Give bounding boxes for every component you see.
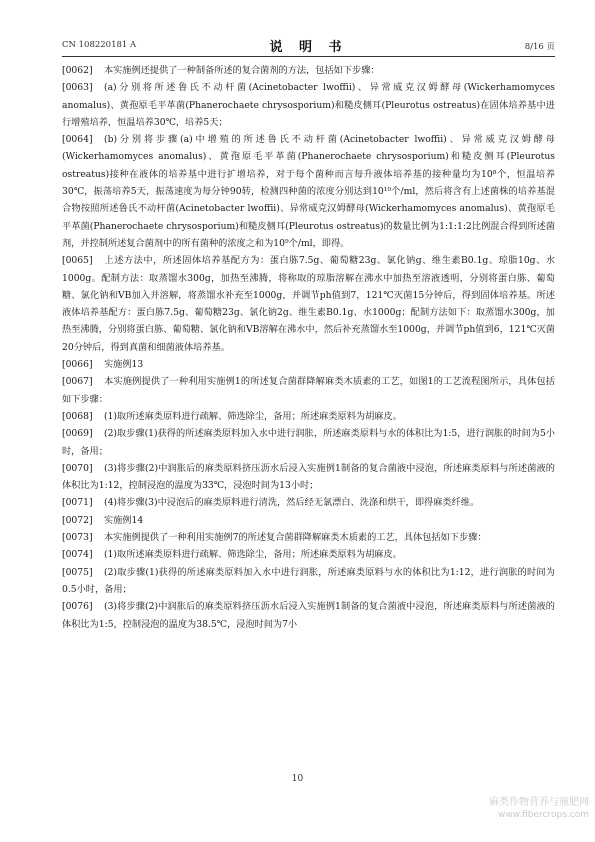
- paragraph-number: [0062]: [62, 65, 93, 76]
- paragraph: [62, 79, 555, 131]
- page-indicator: 8/16 页: [524, 42, 555, 52]
- watermark-name: 麻类作物营养与施肥网: [489, 797, 589, 808]
- page-number: 10: [291, 774, 304, 784]
- document-title: 说 明 书: [269, 40, 348, 55]
- paragraph: [62, 373, 555, 408]
- paragraph-number: [0076]: [62, 601, 93, 613]
- paragraph: [62, 425, 555, 460]
- paragraph-number: [0064]: [62, 134, 93, 146]
- paragraph: [62, 131, 555, 252]
- paragraph: [62, 356, 555, 373]
- paragraph: [62, 546, 555, 563]
- paragraph-text: (1)取所述麻类原料进行疏解、筛选除尘，备用；所述麻类原料为胡麻皮。: [104, 410, 402, 422]
- paragraph: [62, 460, 555, 495]
- document-body: [62, 62, 555, 633]
- page-header: [62, 36, 555, 54]
- paragraph-text: (2)取步骤(1)获得的所述麻类原料加入水中进行润胀，所述麻类原料与水的体积比为1:5，进行润胀的时间为5小时，备用；: [62, 428, 555, 457]
- paragraph-text: (a)分别将所述鲁氏不动杆菌(Acinetobacter lwoffii)、异常威克汉姆酵母(Wickerhamomyces anomalus)、黄孢原毛平革菌(Phanerochaete chrysosporium)和糙皮侧耳(Pleurotus ostreatus)在固体培养基中进行增殖培养，恒温培养30℃，培养5天；: [62, 82, 555, 128]
- paragraph-number: [0071]: [62, 497, 93, 509]
- paragraph-number: [0074]: [62, 549, 93, 561]
- paragraph-number: [0067]: [62, 376, 93, 388]
- paragraph-number: [0075]: [62, 566, 93, 578]
- header-rule: [62, 56, 555, 57]
- paragraph-text: 实施例14: [104, 514, 144, 526]
- paragraph: [62, 494, 555, 511]
- paragraph-number: [0069]: [62, 428, 93, 440]
- paragraph-number: [0065]: [62, 255, 93, 267]
- paragraph-text: 实施例13: [104, 359, 144, 371]
- paragraph-number: [0066]: [62, 359, 93, 371]
- paragraph: [62, 252, 555, 356]
- paragraph-text: 本实施例提供了一种利用实施例1的所述复合菌群降解麻类木质素的工艺，如图1的工艺流程图所示，具体包括如下步骤：: [62, 376, 555, 405]
- paragraph-text: 上述方法中，所述固体培养基配方为：蛋白胨7.5g、葡萄糖23g、氯化钠g、维生素B0.1g、琼脂10g、水1000g。配制方法：取蒸馏水300g，加热至沸腾，将称取的琼脂溶解在沸水中加热至溶液透明，分别将蛋白胨、葡萄糖、氯化钠和VB加入并溶解，将蒸馏水补充至1000g，并调节ph值到7，121℃灭菌15分钟后，得到固体培养基。所述液体培养基配方：蛋白胨7.5g、葡萄糖23g、氯化钠2g、维生素B0.1g、水1000g；配制方法如下：取蒸馏水300g，加热至沸腾，分别将蛋白胨、葡萄糖、氯化钠和VB溶解在沸水中，然后补充蒸馏水至1000g，并调节ph值到6，121℃灭菌20分钟后，得到真菌和细菌液体培养基。: [62, 255, 555, 353]
- paragraph-text: 本实施例提供了一种利用实施例7的所述复合菌群降解麻类木质素的工艺，具体包括如下步骤：: [104, 532, 487, 544]
- site-watermark: [489, 796, 589, 822]
- paragraph: [62, 512, 555, 529]
- paragraph-text: (2)取步骤(1)获得的所述麻类原料加入水中进行润胀，所述麻类原料与水的体积比为1:12，进行润胀的时间为0.5小时，备用；: [62, 566, 555, 595]
- paragraph-number: [0073]: [62, 532, 93, 544]
- paragraph: [62, 564, 555, 599]
- paragraph-text: (1)取所述麻类原料进行疏解、筛选除尘，备用；所述麻类原料为胡麻皮。: [104, 549, 402, 561]
- paragraph: [62, 408, 555, 425]
- paragraph-number: [0068]: [62, 410, 93, 422]
- watermark-url: www.fibercrops.com: [498, 810, 589, 820]
- paragraph-number: [0063]: [62, 82, 93, 94]
- paragraph-text: 本实施例还提供了一种制备所述的复合菌剂的方法，包括如下步骤：: [104, 65, 380, 76]
- paragraph: [62, 62, 555, 79]
- paragraph-text: (3)将步骤(2)中润胀后的麻类原料挤压沥水后浸入实施例1制备的复合菌液中浸泡，所述麻类原料与所述菌液的体积比为1:12，控制浸泡的温度为33℃，浸泡时间为13小时；: [62, 462, 555, 492]
- paragraph-text: (b)分别将步骤(a)中增殖的所述鲁氏不动杆菌(Acinetobacter lwoffii)、异常威克汉姆酵母(Wickerhamomyces anomalus)、黄孢原毛平革菌(Phanerochaete chrysosporium)和糙皮侧耳(Pleurotus ostreatus)接种在液体的培养基中进行扩增培养，对于每个菌种而言每升液体培养基的接种量均为10⁸个，恒温培养30℃，振荡培养5天，振荡速度为每分钟90转，检测四种菌的浓度分别达到10¹⁰个/ml，然后将含有上述菌株的培养基混合物按照所述鲁氏不动杆菌(Acinetobacter lwoffii)、异常威克汉姆酵母(Wickerhamomyces anomalus)、黄孢原毛平革菌(Phanerochaete chrysosporium)和糙皮侧耳(Pleurotus ostreatus)的数量比例为1:1:1:2比例混合得到所述菌剂，并控制所述复合菌剂中的所有菌种的浓度之和为10⁹个/ml，即得。: [62, 134, 555, 249]
- paragraph-text: (3)将步骤(2)中润胀后的麻类原料挤压沥水后浸入实施例1制备的复合菌液中浸泡，所述麻类原料与所述菌液的体积比为1:5，控制浸泡的温度为38.5℃，浸泡时间为7小: [62, 601, 555, 630]
- paragraph-text: (4)将步骤(3)中浸泡后的麻类原料进行清洗，然后经无氯漂白、洗涤和烘干，即得麻类纤维。: [104, 497, 480, 509]
- paragraph: [62, 598, 555, 633]
- paragraph: [62, 529, 555, 546]
- publication-number: CN 108220181 A: [62, 40, 137, 50]
- paragraph-number: [0072]: [62, 514, 93, 526]
- paragraph-number: [0070]: [62, 462, 93, 474]
